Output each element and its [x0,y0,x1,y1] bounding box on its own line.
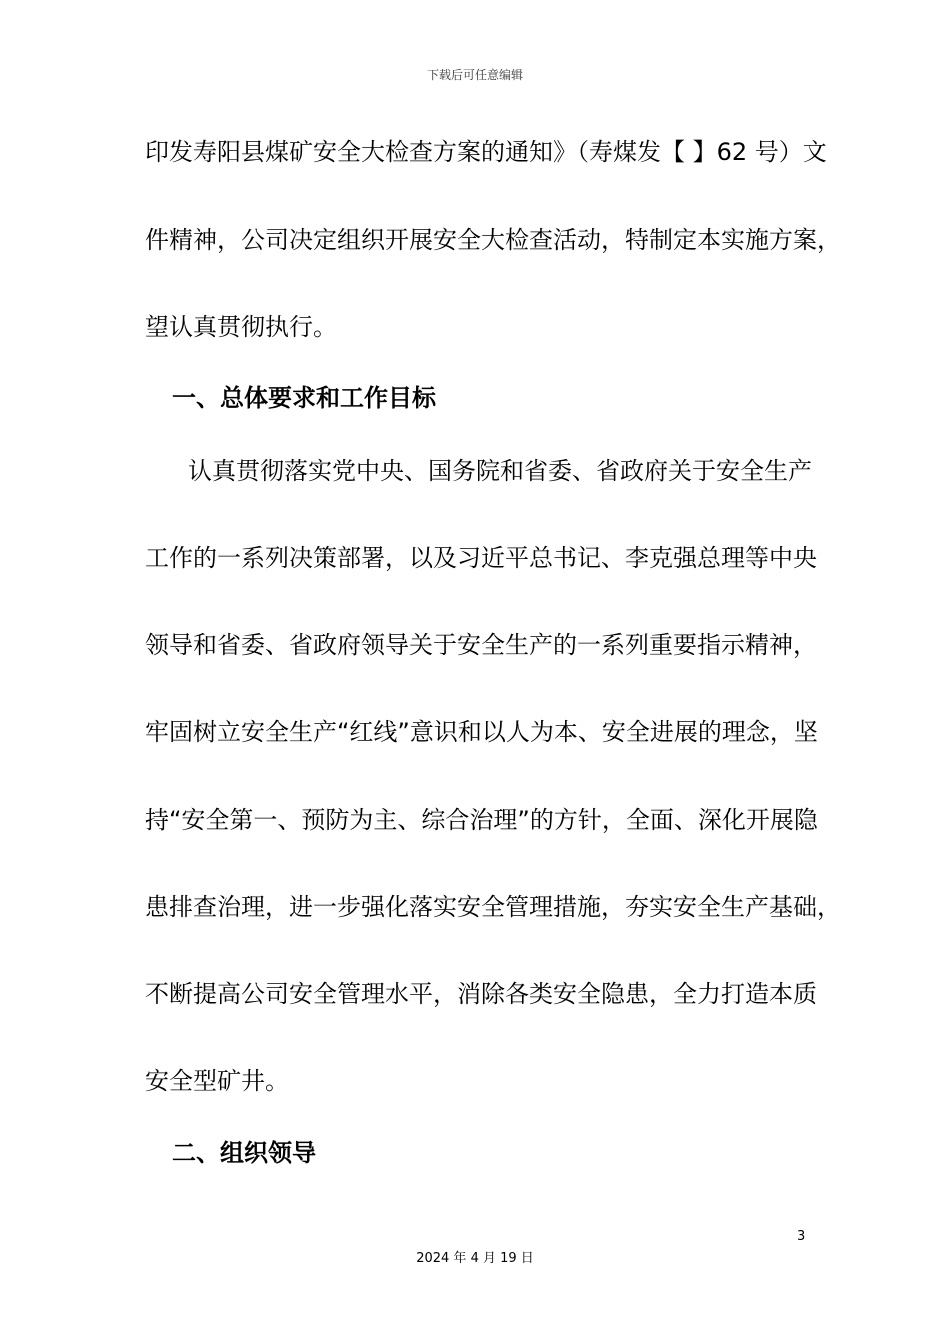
page-number: 3 [797,1229,806,1244]
section-heading: 二、组织领导 [172,1139,316,1167]
paragraph-line: 领导和省委、省政府领导关于安全生产的一系列重要指示精神， [145,631,817,659]
footer-date: 2024 年 4 月 19 日 [416,1251,534,1266]
paragraph-line: 不断提高公司安全管理水平，消除各类安全隐患，全力打造本质 [145,980,817,1008]
paragraph-line: 患排查治理，进一步强化落实安全管理措施，夯实安全生产基础， [145,893,841,921]
paragraph-line: 持“安全第一、预防为主、综合治理”的方针，全面、深化开展隐 [145,806,818,834]
paragraph-line: 印发寿阳县煤矿安全大检查方案的通知》（寿煤发【 】62 号）文 [145,138,827,166]
paragraph-line: 安全型矿井。 [145,1067,289,1095]
paragraph-line: 认真贯彻落实党中央、国务院和省委、省政府关于安全生产 [188,457,812,485]
paragraph-line: 牢固树立安全生产“红线”意识和以人为本、安全进展的理念，坚 [145,718,818,746]
paragraph-line: 望认真贯彻执行。 [145,313,337,341]
header-note: 下载后可任意编辑 [426,68,523,82]
section-heading: 一、总体要求和工作目标 [172,384,436,412]
paragraph-line: 工作的一系列决策部署，以及习近平总书记、李克强总理等中央 [145,544,817,572]
paragraph-line: 件精神，公司决定组织开展安全大检查活动，特制定本实施方案， [145,226,841,254]
